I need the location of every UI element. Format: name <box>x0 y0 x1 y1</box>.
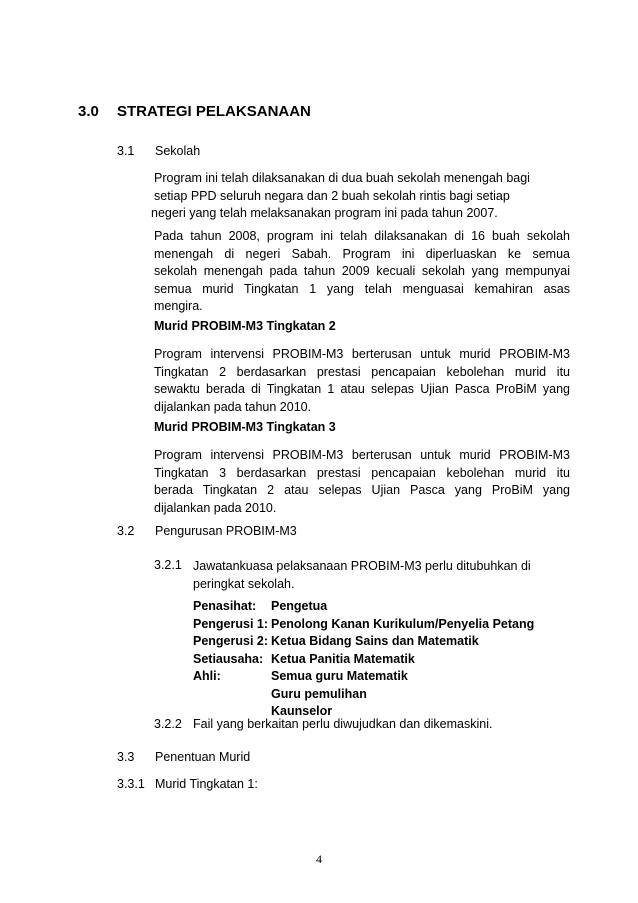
role-value: Pengetua <box>271 599 328 613</box>
paragraph-3 <box>154 346 570 416</box>
paragraph-line: setiap PPD seluruh negara dan 2 buah sekolah rintis bagi setiap <box>154 188 510 203</box>
committee-row-pengerusi-2 <box>193 633 479 651</box>
paragraph-2 <box>154 228 570 316</box>
item-text: Fail yang berkaitan perlu diwujudkan dan dikemaskini. <box>193 717 493 731</box>
committee-row-ahli <box>193 668 408 686</box>
role-label: Setiausaha: <box>193 651 264 666</box>
item-number: 3.2.2 <box>154 717 182 731</box>
subsection-number: 3.3.1 <box>117 777 145 791</box>
paragraph-line: Tingkatan 2 berdasarkan prestasi pencapaian kebolehan murid itu <box>154 364 570 379</box>
paragraph-line: dijalankan pada 2010. <box>154 500 277 515</box>
section-title: STRATEGI PELAKSANAAN <box>117 103 311 120</box>
role-label: Ahli: <box>193 669 221 683</box>
committee-row-setiausaha <box>193 651 415 669</box>
subsection-title: Penentuan Murid <box>155 750 251 764</box>
role-value: Penolong Kanan Kurikulum/Penyelia Petang <box>271 616 535 631</box>
paragraph-4 <box>154 447 570 517</box>
paragraph-line: Pada tahun 2008, program ini telah dilaksanakan di 16 buah sekolah <box>154 229 570 243</box>
role-value: Ketua Panitia Matematik <box>271 651 415 666</box>
paragraph-line: Tingkatan 3 berdasarkan prestasi pencapaian kebolehan murid itu <box>154 465 570 480</box>
role-label: Pengerusi 2: <box>193 634 269 648</box>
paragraph-line: Program intervensi PROBIM-M3 berterusan untuk murid PROBIM-M3 <box>154 448 570 462</box>
paragraph-line: Program intervensi PROBIM-M3 berterusan untuk murid PROBIM-M3 <box>154 347 570 361</box>
subsection-title: Sekolah <box>155 144 201 158</box>
committee-member: Guru pemulihan <box>271 686 367 701</box>
paragraph-line: semua murid Tingkatan 1 yang telah menguasai kemahiran asas <box>154 281 570 296</box>
paragraph-line: berada Tingkatan 2 atau selepas Ujian Pasca yang ProBiM yang <box>154 483 570 497</box>
paragraph-line: Program ini telah dilaksanakan di dua buah sekolah menengah bagi <box>154 171 530 185</box>
item-line: peringkat sekolah. <box>193 576 295 591</box>
paragraph-line: sekolah menengah pada tahun 2009 kecuali sekolah yang mempunyai <box>154 264 570 278</box>
role-value: Semua guru Matematik <box>271 669 408 683</box>
subheading-tingkatan-2: Murid PROBIM-M3 Tingkatan 2 <box>154 319 336 333</box>
item-line: Jawatankuasa pelaksanaan PROBIM-M3 perlu ditubuhkan di <box>193 559 531 573</box>
paragraph-1 <box>151 170 570 223</box>
committee-row-penasihat <box>193 598 327 616</box>
item-number: 3.2.1 <box>154 558 182 572</box>
role-label: Pengerusi 1: <box>193 616 269 631</box>
paragraph-line: negeri yang telah melaksanakan program ini pada tahun 2007. <box>151 206 498 220</box>
subheading-tingkatan-3: Murid PROBIM-M3 Tingkatan 3 <box>154 420 336 434</box>
paragraph-line: sewaktu berada di Tingkatan 1 atau selepas Ujian Pasca ProBiM yang <box>154 382 570 396</box>
paragraph-line: mengira. <box>154 299 203 313</box>
item-text <box>193 558 531 593</box>
committee-member: Kaunselor <box>271 704 333 718</box>
paragraph-line: menengah di negeri Sabah. Program ini diperluaskan ke semua <box>154 246 570 261</box>
role-label: Penasihat: <box>193 599 257 613</box>
committee-row-pengerusi-1 <box>193 616 534 634</box>
subsection-number: 3.1 <box>117 144 135 158</box>
subsection-number: 3.2 <box>117 524 135 538</box>
subsection-title: Pengurusan PROBIM-M3 <box>155 524 297 538</box>
subsection-title: Murid Tingkatan 1: <box>155 777 258 791</box>
page-number: 4 <box>316 852 322 866</box>
paragraph-line: dijalankan pada tahun 2010. <box>154 399 312 414</box>
subsection-number: 3.3 <box>117 750 135 764</box>
role-value: Ketua Bidang Sains dan Matematik <box>271 634 479 648</box>
section-number: 3.0 <box>78 103 99 120</box>
